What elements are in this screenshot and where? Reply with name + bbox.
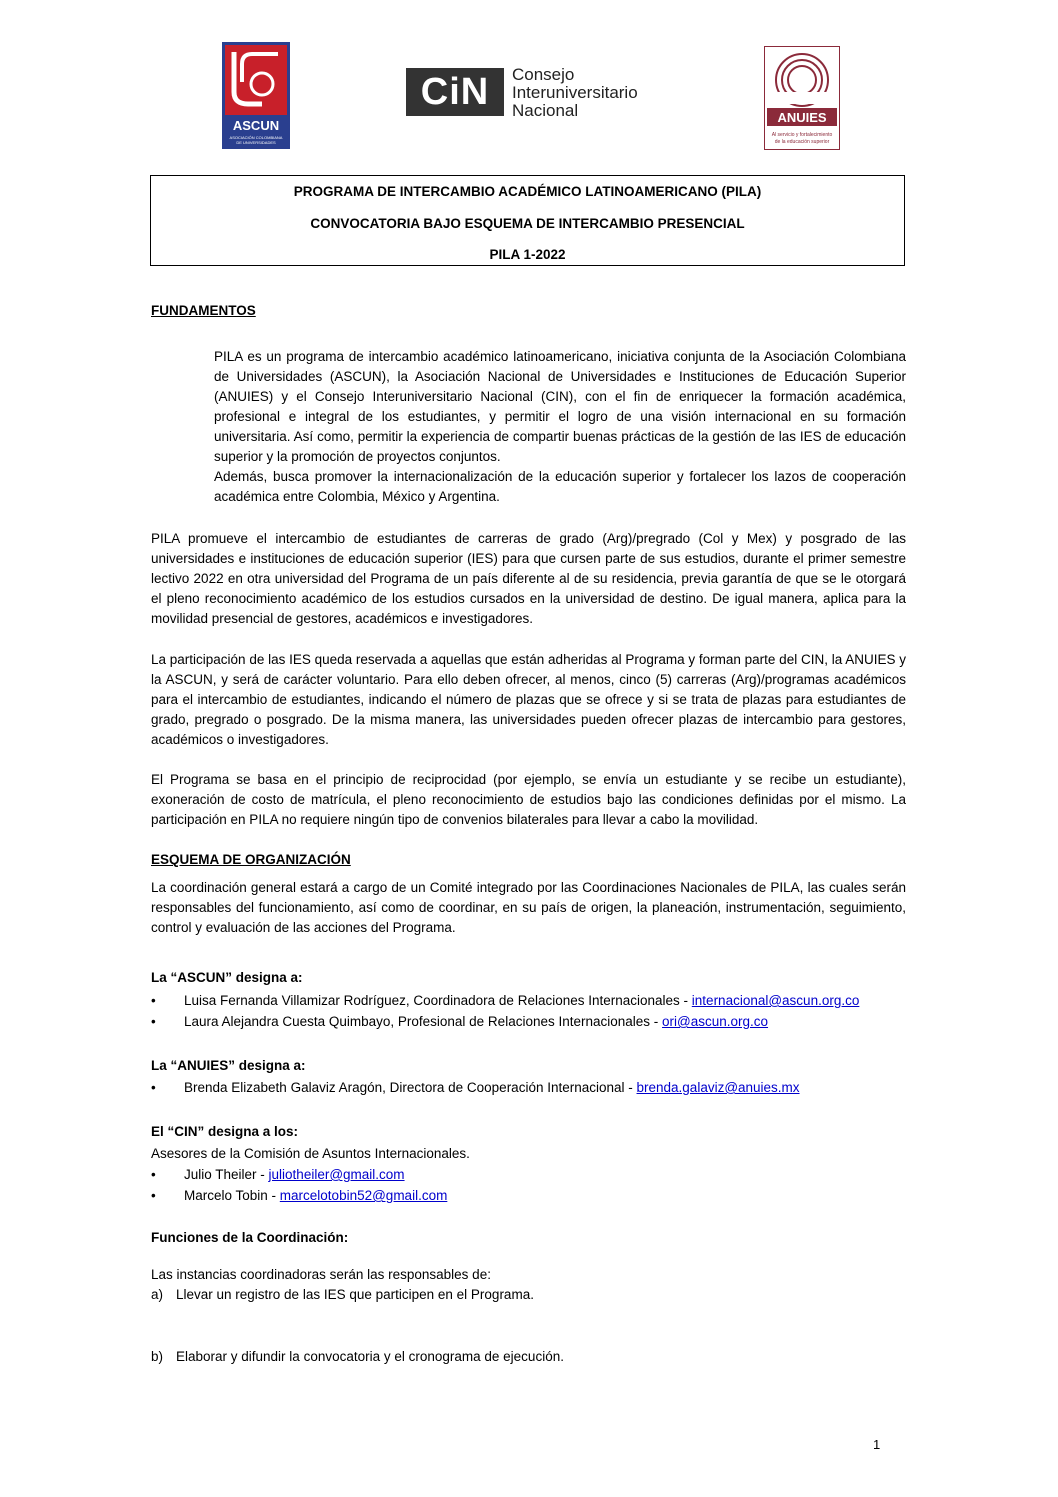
person-text: Brenda Elizabeth Galaviz Aragón, Directora de Cooperación Internacional - [184,1080,637,1095]
bullet-icon: • [151,993,156,1008]
list-item [151,991,906,1011]
person-text: Laura Alejandra Cuesta Quimbayo, Profesional de Relaciones Internacionales - [184,1014,663,1029]
list-item [151,1078,906,1098]
esquema-heading: ESQUEMA DE ORGANIZACIÓN [151,852,351,867]
fundamentos-paragraph-1: PILA es un programa de intercambio académico latinoamericano, iniciativa conjunta de la Asociación Colombiana de Universidades (ASCUN), la Asociación Nacional de Universidades e Instituciones de Educación Superior (ANUIES) y el Consejo Interuniversitario Nacional (CIN), con el fin de enriquecer la formación académica, profesional e integral de los estudiantes, y permitir el logro de una visión internacional en su formación universitaria. Así como, permitir la experiencia de compartir buenas prácticas de la gestión de las IES de educación superior y la promoción de proyectos conjuntos. [214,349,906,464]
svg-text:Al servicio y fortalecimiento: Al servicio y fortalecimiento [771,132,833,138]
cin-subheading: Asesores de la Comisión de Asuntos Internacionales. [151,1146,470,1161]
person-text: Luisa Fernanda Villamizar Rodríguez, Coordinadora de Relaciones Internacionales - [184,993,692,1008]
funciones-intro: Las instancias coordinadoras serán las responsables de: [151,1267,491,1282]
fundamentos-paragraph-2: Además, busca promover la internacionalización de la educación superior y fortalecer los lazos de cooperación académica entre Colombia, México y Argentina. [214,469,906,504]
fundamentos-paragraph-4: La participación de las IES queda reservada a aquellas que están adheridas al Programa y forman parte del CIN, la ANUIES y la ASCUN, y será de carácter voluntario. Para ello deben ofrecer, al menos, cinco (5) carreras (Arg)/programas académicos para el intercambio de estudiantes, indicando el número de plazas que se ofrece y si se trata de plazas para estudiantes de grado, pregrado o posgrado. De la misma manera, las universidades pueden ofrecer plazas de intercambio para gestores, académicos o investigadores. [151,652,906,747]
funciones-item-b: Elaborar y difundir la convocatoria y el cronograma de ejecución. [176,1349,564,1364]
person-text: Marcelo Tobin - [184,1188,280,1203]
funciones-heading: Funciones de la Coordinación: [151,1230,349,1245]
funciones-item-a: Llevar un registro de las IES que participen en el Programa. [176,1287,534,1302]
email-link[interactable]: internacional@ascun.org.co [691,993,860,1008]
email-link[interactable]: ori@ascun.org.co [662,1014,769,1029]
title-line-2: CONVOCATORIA BAJO ESQUEMA DE INTERCAMBIO PRESENCIAL [310,216,745,231]
page-number: 1 [873,1437,881,1452]
cin-logo-text: Consejo Interuniversitario Nacional [512,65,638,120]
person-text: Julio Theiler - [184,1167,269,1182]
list-item [151,1186,906,1206]
email-link[interactable]: brenda.galaviz@anuies.mx [636,1080,800,1095]
list-item [151,1012,906,1032]
funciones-item-b-label: b) [151,1349,164,1364]
bullet-icon: • [151,1188,156,1203]
title-line-3: PILA 1-2022 [489,247,566,262]
cin-logo-mark: CiN [406,68,504,116]
fundamentos-paragraph-3: PILA promueve el intercambio de estudiantes de carreras de grado (Arg)/pregrado (Col y Mex) y posgrado de las universidades e instituciones de educación superior (IES) para que cursen parte de sus estudios, durante el primer semestre lectivo 2022 en otra universidad del Programa de un país diferente al de su residencia, previa garantía de que se le otorgará el pleno reconocimiento académico de los estudios cursados en la universidad de destino. De igual manera, aplica para la movilidad presencial de gestores, académicos e investigadores. [151,531,906,626]
anuies-logo [764,46,840,150]
svg-text:ANUIES: ANUIES [777,110,827,125]
bullet-icon: • [151,1080,156,1095]
list-item [151,1165,906,1185]
email-link[interactable]: juliotheiler@gmail.com [268,1167,405,1182]
esquema-paragraph: La coordinación general estará a cargo de un Comité integrado por las Coordinaciones Nacionales de PILA, las cuales serán responsables del funcionamiento, así como de coordinar, en su país de origen, la planeación, instrumentación, seguimiento, control y evaluación de las acciones del Programa. [151,880,906,935]
ascun-logo [222,42,290,149]
cin-heading: El “CIN” designa a los: [151,1124,299,1139]
svg-text:ASOCIACIÓN COLOMBIANA: ASOCIACIÓN COLOMBIANA [229,135,283,140]
title-box [150,175,905,266]
svg-text:DE UNIVERSIDADES: DE UNIVERSIDADES [236,140,276,145]
bullet-icon: • [151,1167,156,1182]
fundamentos-paragraph-5: El Programa se basa en el principio de reciprocidad (por ejemplo, se envía un estudiante y se recibe un estudiante), exoneración de costo de matrícula, el pleno reconocimiento de estudios bajo las condiciones definidas por el mismo. La participación en PILA no requiere ningún tipo de convenios bilaterales para llevar a cabo la movilidad. [151,772,906,827]
title-line-1: PROGRAMA DE INTERCAMBIO ACADÉMICO LATINOAMERICANO (PILA) [293,184,762,199]
ascun-heading: La “ASCUN” designa a: [151,970,303,985]
funciones-item-a-label: a) [151,1287,164,1302]
svg-text:de la educación superior: de la educación superior [774,139,830,145]
svg-text:ASCUN: ASCUN [232,118,280,133]
bullet-icon: • [151,1014,156,1029]
anuies-heading: La “ANUIES” designa a: [151,1058,306,1073]
email-link[interactable]: marcelotobin52@gmail.com [279,1188,448,1203]
fundamentos-heading: FUNDAMENTOS [151,303,256,318]
